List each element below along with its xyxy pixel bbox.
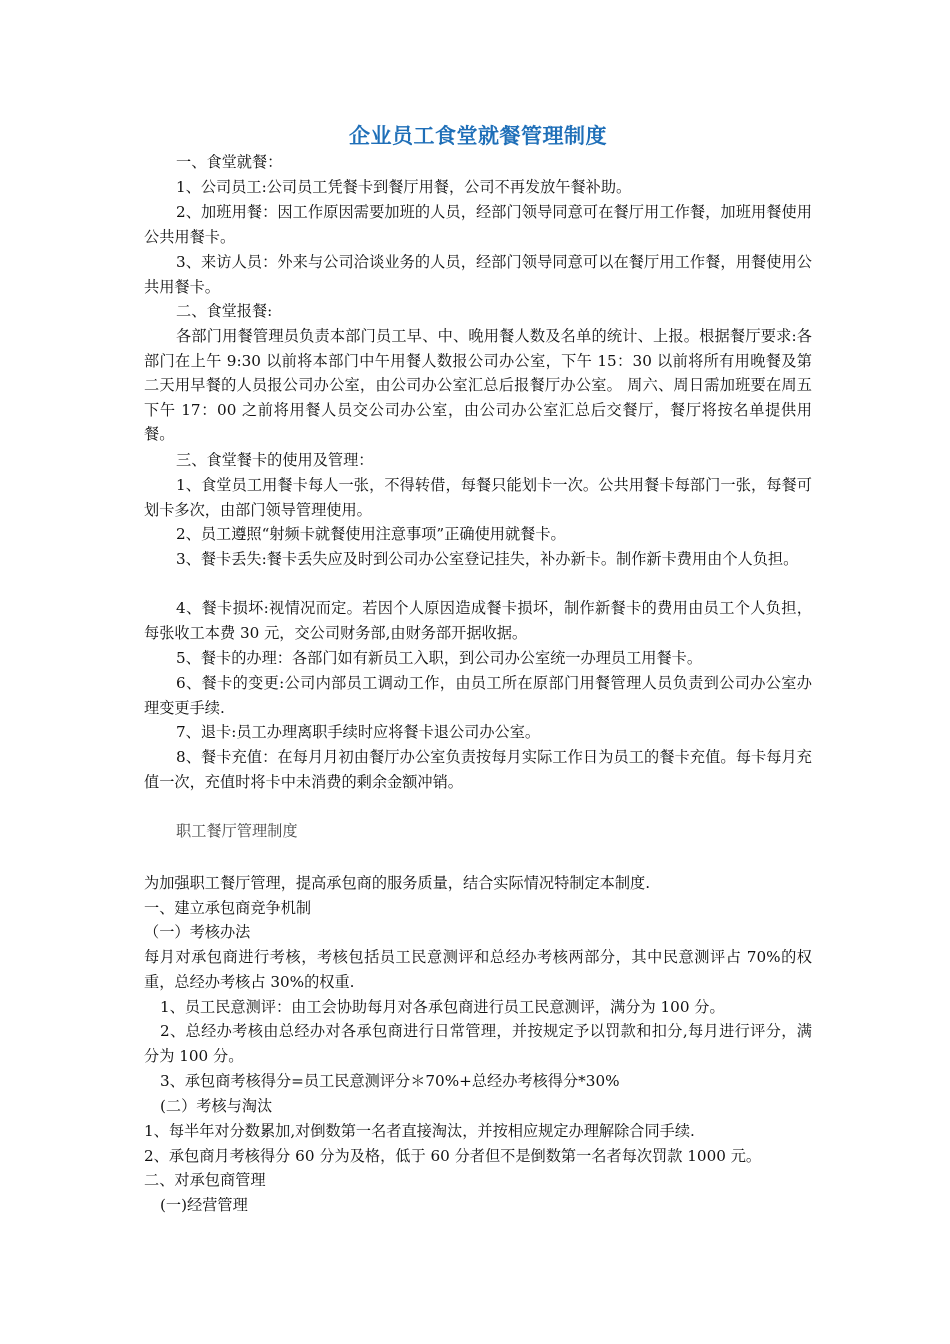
section-3-item-3: 3、餐卡丢失:餐卡丢失应及时到公司办公室登记挂失，补办新卡。制作新卡费用由个人负担。 — [176, 550, 799, 568]
part-2-subheading-1: (一)经营管理 — [160, 1196, 248, 1214]
part-1-item-2: 2、总经办考核由总经办对各承包商进行日常管理，并按规定予以罚款和扣分,每月进行评分，满分为 100 分。 — [144, 1022, 812, 1065]
section-3-item-8: 8、餐卡充值：在每月月初由餐厅办公室负责按每月实际工作日为员工的餐卡充值。每卡每月充值一次，充值时将卡中未消费的剩余金额冲销。 — [144, 748, 812, 791]
section-3-item-5: 5、餐卡的办理：各部门如有新员工入职，到公司办公室统一办理员工用餐卡。 — [176, 649, 703, 667]
section-1-item-2: 2、加班用餐：因工作原因需要加班的人员，经部门领导同意可在餐厅用工作餐，加班用餐使用公共用餐卡。 — [144, 203, 812, 246]
section-1-item-3: 3、来访人员：外来与公司洽谈业务的人员，经部门领导同意可以在餐厅用工作餐，用餐使用公共用餐卡。 — [144, 253, 812, 296]
section-3-item-1: 1、食堂员工用餐卡每人一张，不得转借，每餐只能划卡一次。公共用餐卡每部门一张，每餐可划卡多次，由部门领导管理使用。 — [144, 476, 812, 519]
part-1-item-3: 3、承包商考核得分=员工民意测评分＊70%+总经办考核得分*30% — [160, 1072, 620, 1090]
part-1-item-1: 1、员工民意测评：由工会协助每月对各承包商进行员工民意测评，满分为 100 分。 — [160, 998, 725, 1016]
section-3-item-7: 7、退卡:员工办理离职手续时应将餐卡退公司办公室。 — [176, 723, 541, 741]
section-2-body: 各部门用餐管理员负责本部门员工早、中、晚用餐人数及名单的统计、上报。根据餐厅要求:各部门在上午 9:30 以前将本部门中午用餐人数报公司办公室，下午 15：30 以前将所有用晚餐及第二天用早餐的人员报公司办公室，由公司办公室汇总后报餐厅办公室。 周六、周日需加班要在周五下午 17：00 之前将用餐人员交公司办公室，由公司办公室汇总后交餐厅，餐厅将按名单提供用餐。 — [144, 327, 812, 444]
section-3-item-6: 6、餐卡的变更:公司内部员工调动工作，由员工所在原部门用餐管理人员负责到公司办公室办理变更手续. — [144, 674, 812, 717]
part-1-sub-1-body: 每月对承包商进行考核，考核包括员工民意测评和总经办考核两部分，其中民意测评占 70%的权重，总经办考核占 30%的权重. — [144, 948, 812, 991]
sub-document-title: 职工餐厅管理制度 — [176, 822, 298, 840]
part-1-subheading-1: （一）考核办法 — [144, 923, 251, 941]
part-1-sub-2-item-1: 1、每半年对分数累加,对倒数第一名者直接淘汰，并按相应规定办理解除合同手续. — [144, 1122, 695, 1140]
document-title: 企业员工食堂就餐管理制度 — [349, 123, 607, 148]
section-3-item-2: 2、员工遵照“射频卡就餐使用注意事项”正确使用就餐卡。 — [176, 525, 566, 543]
intro-paragraph: 为加强职工餐厅管理，提高承包商的服务质量，结合实际情况特制定本制度. — [144, 874, 651, 892]
section-1-item-1: 1、公司员工:公司员工凭餐卡到餐厅用餐，公司不再发放午餐补助。 — [176, 178, 632, 196]
part-2-heading: 二、对承包商管理 — [144, 1171, 266, 1189]
section-2-heading: 二、食堂报餐: — [176, 302, 273, 320]
section-1-heading: 一、食堂就餐： — [176, 153, 283, 171]
section-3-item-4: 4、餐卡损坏:视情况而定。若因个人原因造成餐卡损坏，制作新餐卡的费用由员工个人负担，每张收工本费 30 元，交公司财务部,由财务部开据收据。 — [144, 599, 812, 642]
part-1-subheading-2: (二）考核与淘汰 — [160, 1097, 273, 1115]
section-3-heading: 三、食堂餐卡的使用及管理： — [176, 451, 374, 469]
part-1-heading: 一、建立承包商竞争机制 — [144, 899, 312, 917]
part-1-sub-2-item-2: 2、承包商月考核得分 60 分为及格，低于 60 分者但不是倒数第一名者每次罚款 1000 元。 — [144, 1147, 762, 1165]
